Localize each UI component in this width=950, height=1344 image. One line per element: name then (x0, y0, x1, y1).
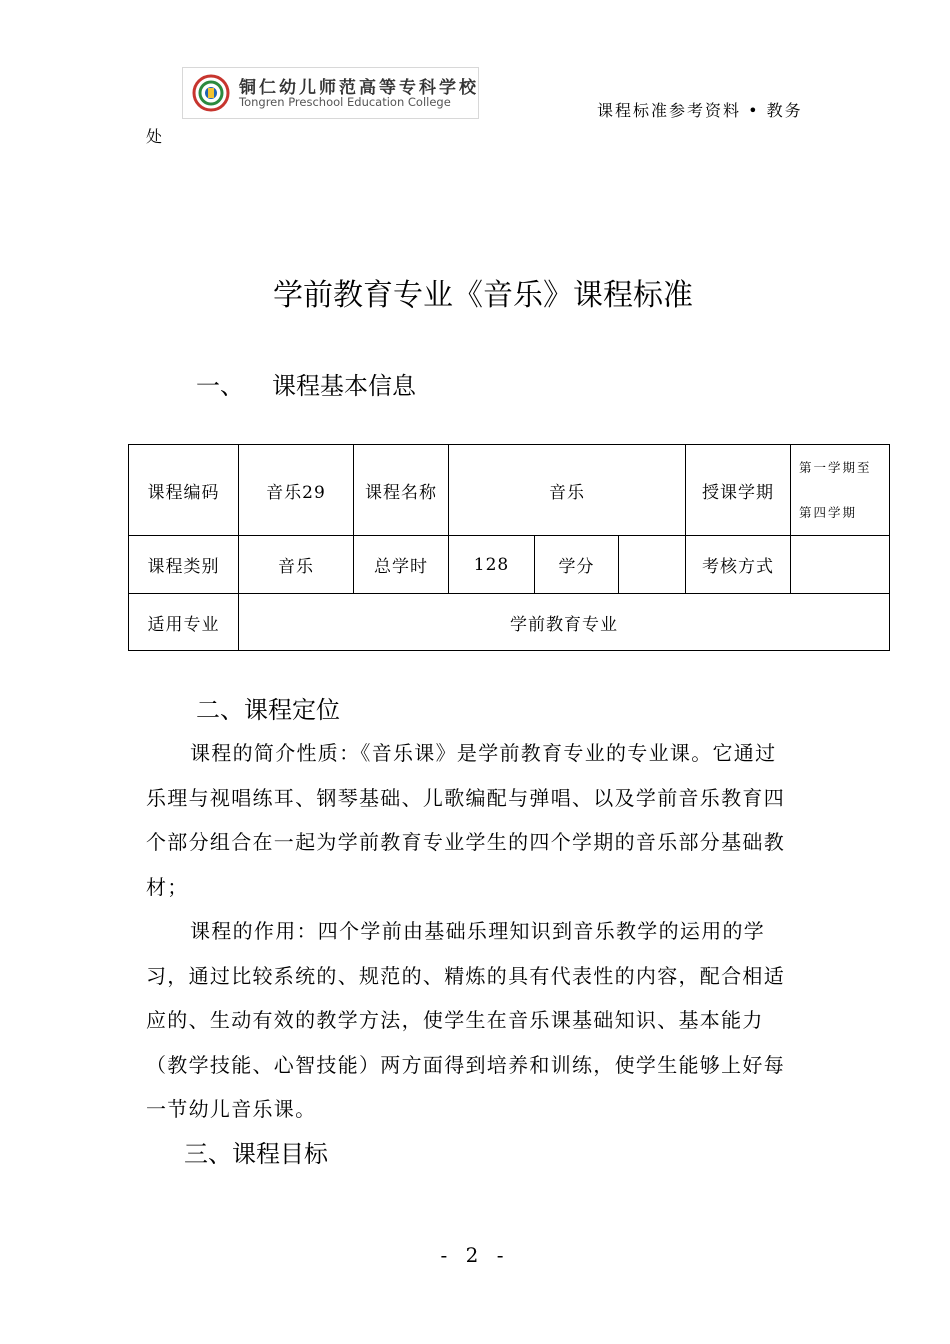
section-heading-3: 三、课程目标 (184, 1140, 328, 1168)
section-heading-2: 二、课程定位 (196, 696, 340, 724)
header-reference-cont: 处 (146, 127, 163, 146)
document-title: 学前教育专业《音乐》课程标准 (273, 278, 693, 313)
course-info-table (128, 444, 890, 651)
college-emblem-icon (191, 74, 231, 112)
college-logo (182, 67, 479, 119)
course-code-label: 课程编码 (129, 445, 239, 536)
assessment-value (791, 536, 890, 594)
major-label: 适用专业 (129, 594, 239, 651)
paragraph-role (146, 909, 796, 1132)
credit-value (619, 536, 686, 594)
section-title: 课程基本信息 (272, 372, 416, 400)
paragraph-text: 课程的作用：四个学前由基础乐理知识到音乐教学的运用的学习，通过比较系统的、规范的、精炼的具有代表性的内容，配合相适应的、生动有效的教学方法，使学生在音乐课基础知识、基本能力（教学技能、心智技能）两方面得到培养和训练，使学生能够上好每一节幼儿音乐课。 (146, 919, 785, 1121)
page-number: - 2 - (440, 1243, 510, 1267)
category-value: 音乐 (239, 536, 354, 594)
major-value: 学前教育专业 (239, 594, 890, 651)
course-code-value: 音乐29 (239, 445, 354, 536)
assessment-label: 考核方式 (686, 536, 791, 594)
hours-label: 总学时 (354, 536, 449, 594)
table-row (129, 445, 890, 536)
section-number: 一、 (196, 372, 244, 400)
section-heading-1 (196, 366, 416, 401)
paragraph-nature (146, 731, 796, 909)
table-row (129, 594, 890, 651)
term-value-line2: 第四学期 (799, 505, 858, 520)
paragraph-text: 课程的简介性质：《音乐课》是学前教育专业的专业课。它通过乐理与视唱练耳、钢琴基础、儿歌编配与弹唱、以及学前音乐教育四个部分组合在一起为学前教育专业学生的四个学期的音乐部分基础教材； (146, 741, 785, 899)
category-label: 课程类别 (129, 536, 239, 594)
term-value-line1: 第一学期至 (799, 460, 872, 475)
logo-chinese-name: 铜仁幼儿师范高等专科学校 (239, 78, 479, 98)
term-label: 授课学期 (686, 445, 791, 536)
table-row (129, 536, 890, 594)
header-reference: 课程标准参考资料 • 教务 (597, 101, 803, 120)
course-name-value: 音乐 (449, 445, 686, 536)
credit-label: 学分 (535, 536, 619, 594)
hours-value: 128 (449, 536, 535, 594)
term-value (791, 445, 890, 536)
course-name-label: 课程名称 (354, 445, 449, 536)
logo-english-name: Tongren Preschool Education College (239, 95, 451, 109)
